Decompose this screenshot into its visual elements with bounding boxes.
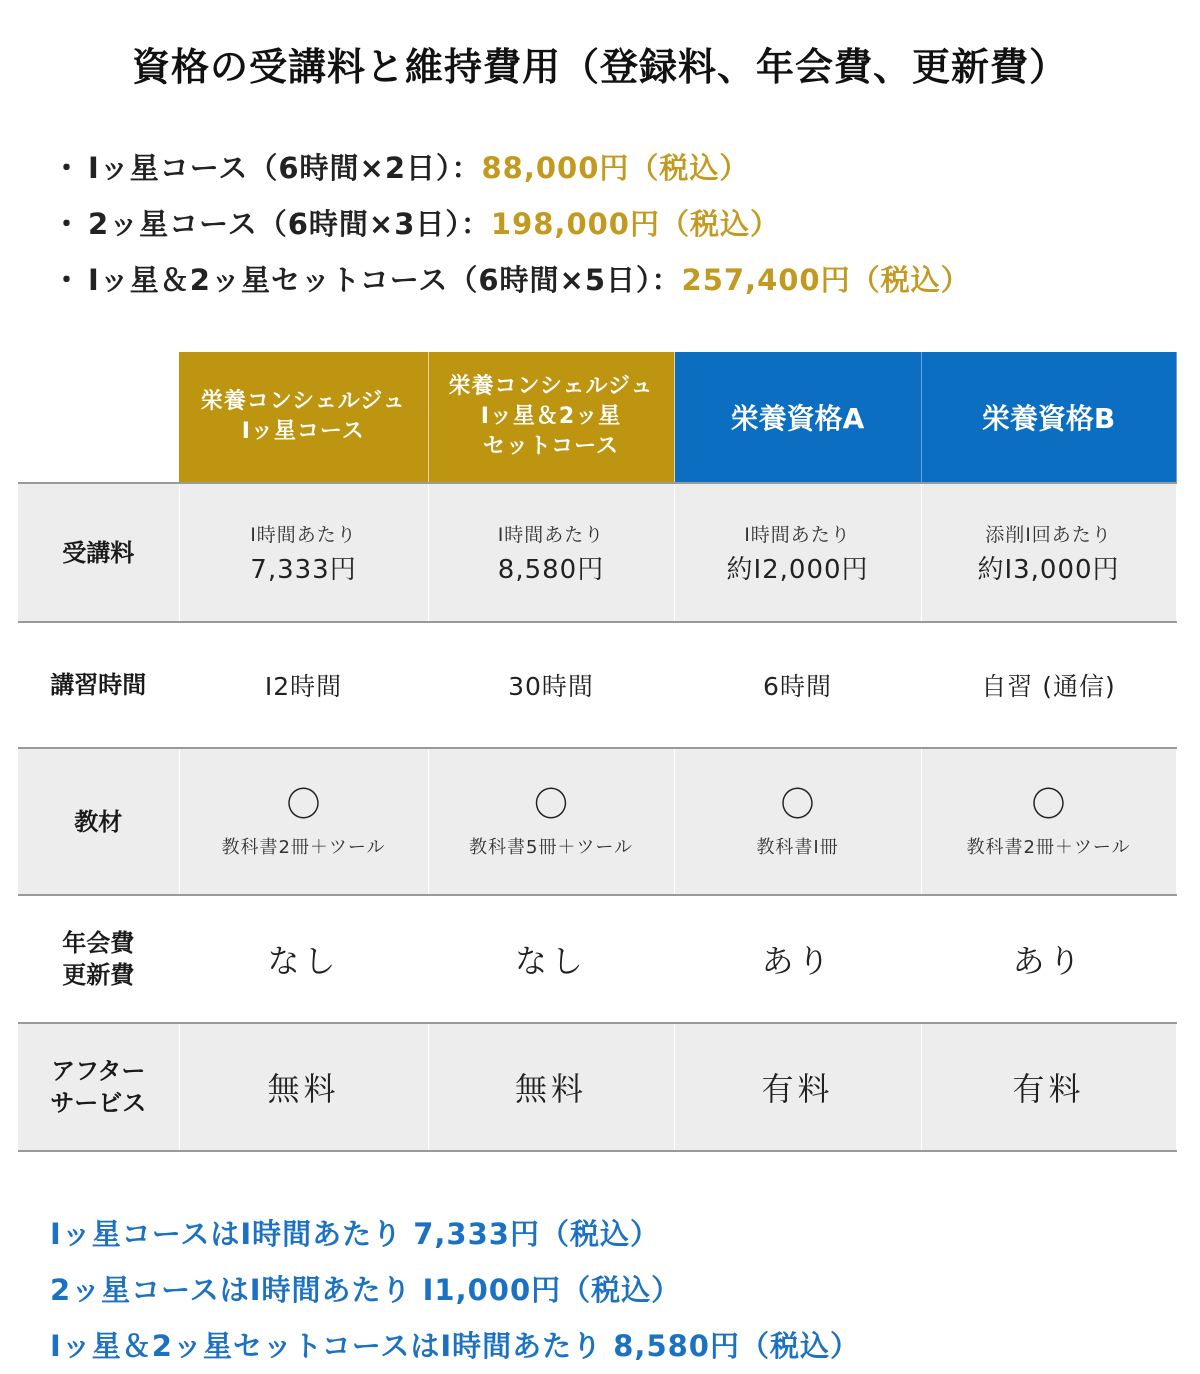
bullet: ・ — [52, 151, 83, 185]
header-course-set — [428, 352, 674, 483]
header-line: 栄養コンシェルジュ — [448, 374, 654, 399]
materials-desc: 教科書2冊＋ツール — [221, 836, 386, 858]
annual-value: なし — [267, 942, 340, 980]
materials-cell — [428, 748, 674, 895]
after-value: 有料 — [1012, 1070, 1085, 1108]
annual-value: なし — [514, 942, 587, 980]
table-header-row — [18, 352, 1176, 483]
summary-item: Ⅰッ星＆2ッ星セットコースはⅠ時間あたり 8,580円（税込） — [50, 1329, 860, 1363]
fee-cell — [428, 483, 674, 622]
hours-cell — [921, 622, 1176, 748]
hours-value: 6時間 — [763, 672, 832, 701]
row-label: 講習時間 — [18, 622, 179, 748]
row-label-line: 年会費 — [62, 929, 135, 957]
annual-cell — [428, 895, 674, 1023]
table-row-fee — [18, 483, 1176, 622]
hours-value: 30時間 — [508, 672, 594, 701]
hours-cell — [428, 622, 674, 748]
after-cell — [179, 1023, 428, 1151]
fee-amount: 7,333円 — [250, 554, 357, 585]
table-row-hours — [18, 622, 1176, 748]
circle-mark-icon: 〇 — [780, 784, 815, 825]
course-item — [52, 196, 971, 252]
fee-cell — [674, 483, 921, 622]
after-value: 有料 — [761, 1070, 834, 1108]
hours-value: 自習 (通信) — [981, 672, 1116, 701]
course-price-list — [52, 140, 971, 308]
materials-cell — [179, 748, 428, 895]
course-price: 198,000円（税込） — [490, 207, 780, 241]
row-label-line: アフター — [51, 1057, 146, 1085]
course-price: 257,400円（税込） — [681, 263, 971, 297]
materials-desc: 教科書Ⅰ冊 — [756, 836, 839, 858]
materials-desc: 教科書5冊＋ツール — [468, 836, 634, 858]
header-line: 栄養資格B — [981, 402, 1116, 435]
annual-value: あり — [1012, 942, 1085, 980]
page-title: 資格の受講料と維持費用（登録料、年会費、更新費） — [131, 45, 1068, 89]
annual-value: あり — [761, 942, 834, 980]
fee-amount: 約Ⅰ3,000円 — [977, 554, 1120, 585]
table-row-annual-fee — [18, 895, 1176, 1023]
header-blank-cell — [18, 352, 179, 483]
hours-value: Ⅰ2時間 — [264, 672, 343, 701]
course-price: 88,000円（税込） — [481, 151, 750, 185]
circle-mark-icon: 〇 — [1031, 784, 1066, 825]
fee-cell — [179, 483, 428, 622]
row-label: 受講料 — [18, 483, 179, 622]
row-label-line: 更新費 — [62, 961, 135, 989]
header-line: Ⅰッ星＆2ッ星 — [480, 404, 622, 429]
summary-item: Ⅰッ星コースはⅠ時間あたり 7,333円（税込） — [50, 1217, 660, 1251]
circle-mark-icon: 〇 — [286, 784, 321, 825]
summary-list — [50, 1206, 860, 1374]
row-label — [18, 1023, 179, 1151]
after-value: 無料 — [267, 1070, 340, 1108]
annual-cell — [921, 895, 1176, 1023]
fee-amount: 8,580円 — [497, 554, 605, 585]
table-row-materials — [18, 748, 1176, 895]
row-label — [18, 895, 179, 1023]
header-qualification-a — [674, 352, 921, 483]
course-label: 2ッ星コース（6時間×3日）： — [88, 207, 491, 241]
after-cell — [674, 1023, 921, 1151]
header-line: 栄養資格A — [730, 402, 865, 435]
annual-cell — [674, 895, 921, 1023]
course-item — [52, 140, 971, 196]
bullet: ・ — [52, 263, 83, 297]
course-label: Ⅰッ星＆2ッ星セットコース（6時間×5日）： — [88, 263, 682, 297]
fee-note: Ⅰ時間あたり — [250, 523, 357, 546]
annual-cell — [179, 895, 428, 1023]
fee-note: 添削Ⅰ回あたり — [985, 523, 1112, 546]
table-row-after-service — [18, 1023, 1176, 1151]
materials-cell — [674, 748, 921, 895]
row-label-line: サービス — [50, 1089, 147, 1117]
hours-cell — [674, 622, 921, 748]
after-cell — [428, 1023, 674, 1151]
fee-cell — [921, 483, 1176, 622]
fee-note: Ⅰ時間あたり — [744, 523, 851, 546]
header-line: Ⅰッ星コース — [241, 419, 365, 444]
materials-cell — [921, 748, 1176, 895]
header-qualification-b — [921, 352, 1176, 483]
comparison-table — [18, 352, 1177, 1152]
course-item — [52, 252, 971, 308]
hours-cell — [179, 622, 428, 748]
fee-amount: 約Ⅰ2,000円 — [726, 554, 869, 585]
circle-mark-icon: 〇 — [534, 784, 568, 825]
materials-desc: 教科書2冊＋ツール — [966, 836, 1131, 858]
after-cell — [921, 1023, 1176, 1151]
header-line: 栄養コンシェルジュ — [200, 389, 406, 414]
fee-note: Ⅰ時間あたり — [497, 523, 605, 546]
course-label: Ⅰッ星コース（6時間×2日）： — [88, 151, 482, 185]
summary-item: 2ッ星コースはⅠ時間あたり Ⅰ1,000円（税込） — [50, 1273, 682, 1307]
header-line: セットコース — [482, 434, 620, 459]
bullet: ・ — [52, 207, 83, 241]
row-label: 教材 — [18, 748, 179, 895]
header-course-1star — [179, 352, 428, 483]
after-value: 無料 — [514, 1070, 587, 1108]
